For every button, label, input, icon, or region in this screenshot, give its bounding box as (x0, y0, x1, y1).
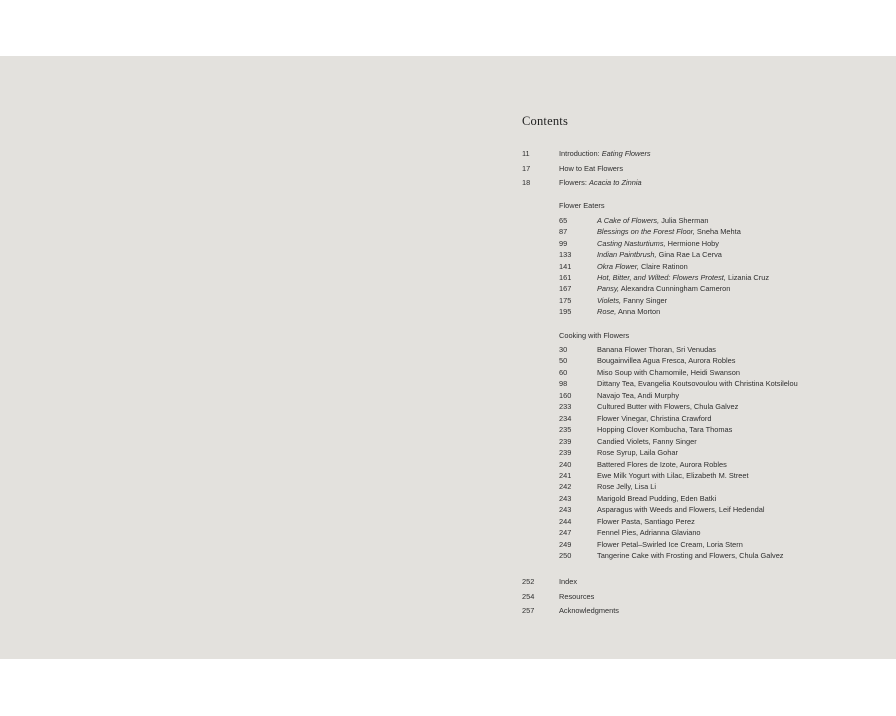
page-number: 161 (559, 273, 572, 282)
page-number: 243 (559, 493, 572, 503)
entry-title: Flower Vinegar, Christina Crawford (597, 413, 712, 423)
essay-title: A Cake of Flowers, (597, 216, 660, 225)
author: Anna Morton (616, 307, 661, 317)
page-number: 87 (559, 227, 568, 237)
essay-title: Casting Nasturtiums, (597, 238, 666, 248)
entry-title: Dittany Tea, Evangelia Koutsovoulou with Christina Kotsilelou (597, 379, 798, 389)
entry-title: Fennel Pies, Adrianna Glaviano (597, 528, 701, 538)
author: Fanny Singer (621, 295, 668, 305)
essay-title: Indian Paintbrush, (597, 250, 657, 260)
essay-title: Hot, Bitter, and Wilted: Flowers Protest, (597, 273, 726, 282)
essay-title: Blessings on the Forest Floor, (597, 227, 695, 237)
entry-title: Flowers: Acacia to Zinnia (559, 178, 642, 187)
page-number: 244 (559, 516, 572, 526)
entry-title: Hopping Clover Kombucha, Tara Thomas (597, 425, 733, 435)
page-number: 254 (522, 591, 535, 601)
page-number: 250 (559, 551, 572, 561)
entry-title (597, 284, 730, 293)
page-number: 233 (559, 402, 572, 412)
entry-title: Banana Flower Thoran, Sri Venudas (597, 345, 717, 354)
page-number: 239 (559, 436, 572, 446)
page-number: 195 (559, 307, 572, 317)
entry-title: Battered Flores de Izote, Aurora Robles (597, 459, 727, 469)
entry-title (597, 239, 719, 248)
page-number: 243 (559, 505, 572, 515)
entry-title (597, 273, 769, 282)
entry-title: Cultured Butter with Flowers, Chula Galvez (597, 402, 739, 412)
page-number: 60 (559, 367, 568, 377)
entry-title: Candied Violets, Fanny Singer (597, 436, 697, 446)
author: Alexandra Cunningham Cameron (619, 284, 731, 294)
essay-title: Pansy, (597, 284, 620, 294)
entry-title: Ewe Milk Yogurt with Lilac, Elizabeth M. Street (597, 470, 749, 480)
entry-title: Index (559, 577, 578, 586)
entry-title: Flower Petal–Swirled Ice Cream, Loria Stern (597, 539, 743, 549)
entry-title: Acknowledgments (559, 606, 619, 616)
essay-title: Rose, (597, 307, 617, 317)
page-number: 98 (559, 379, 568, 389)
page-number: 240 (559, 459, 572, 469)
page-number: 50 (559, 356, 568, 366)
entry-title (597, 307, 660, 316)
page-number: 99 (559, 238, 568, 248)
author: Julia Sherman (659, 216, 709, 225)
author: Hermione Hoby (665, 238, 719, 248)
page-number: 167 (559, 284, 572, 294)
page-number: 235 (559, 425, 572, 435)
page-title: Contents (522, 114, 569, 128)
entry-title: Tangerine Cake with Frosting and Flowers, Chula Galvez (597, 551, 784, 561)
author: Sneha Mehta (694, 227, 741, 237)
page-number: 257 (522, 606, 535, 616)
page-number: 65 (559, 216, 568, 225)
entry-title: Marigold Bread Pudding, Eden Batki (597, 493, 717, 503)
page-number: 241 (559, 470, 572, 480)
page-number: 11 (522, 149, 530, 158)
page-number: 175 (559, 295, 572, 305)
page-number: 249 (559, 539, 572, 549)
entry-title: Asparagus with Weeds and Flowers, Leif Hedendal (597, 505, 765, 515)
entry-title: Introduction: Eating Flowers (559, 149, 651, 158)
author: Lizania Cruz (725, 273, 770, 282)
entry-title (597, 216, 708, 225)
entry-title: Bougainvillea Agua Fresca, Aurora Robles (597, 356, 736, 366)
page-number: 17 (522, 164, 531, 173)
entry-title: Rose Syrup, Laila Gohar (597, 448, 678, 458)
page-number: 239 (559, 448, 572, 458)
page-number: 30 (559, 345, 568, 354)
entry-title: Rose Jelly, Lisa Li (597, 482, 657, 492)
entry-title (597, 296, 667, 305)
entry-title (597, 250, 722, 259)
entry-title: Navajo Tea, Andi Murphy (597, 390, 680, 400)
page-number: 234 (559, 413, 572, 423)
page-number: 160 (559, 390, 572, 400)
page-number: 133 (559, 250, 572, 260)
book-page (0, 56, 896, 659)
page-number: 247 (559, 528, 572, 538)
page-number: 18 (522, 178, 531, 187)
entry-title: How to Eat Flowers (559, 164, 624, 173)
entry-title: Resources (559, 591, 595, 601)
page-number: 252 (522, 577, 535, 586)
page-number: 141 (559, 261, 572, 271)
essay-title: Okra Flower, (597, 261, 639, 271)
entry-title (597, 262, 688, 271)
entry-title (597, 227, 741, 236)
author: Claire Ratinon (638, 261, 688, 271)
page-number: 242 (559, 482, 572, 492)
author: Gina Rae La Cerva (656, 250, 722, 260)
essay-title: Violets, (597, 295, 622, 305)
entry-title: Flower Pasta, Santiago Perez (597, 516, 695, 526)
entry-title: Miso Soup with Chamomile, Heidi Swanson (597, 367, 740, 377)
